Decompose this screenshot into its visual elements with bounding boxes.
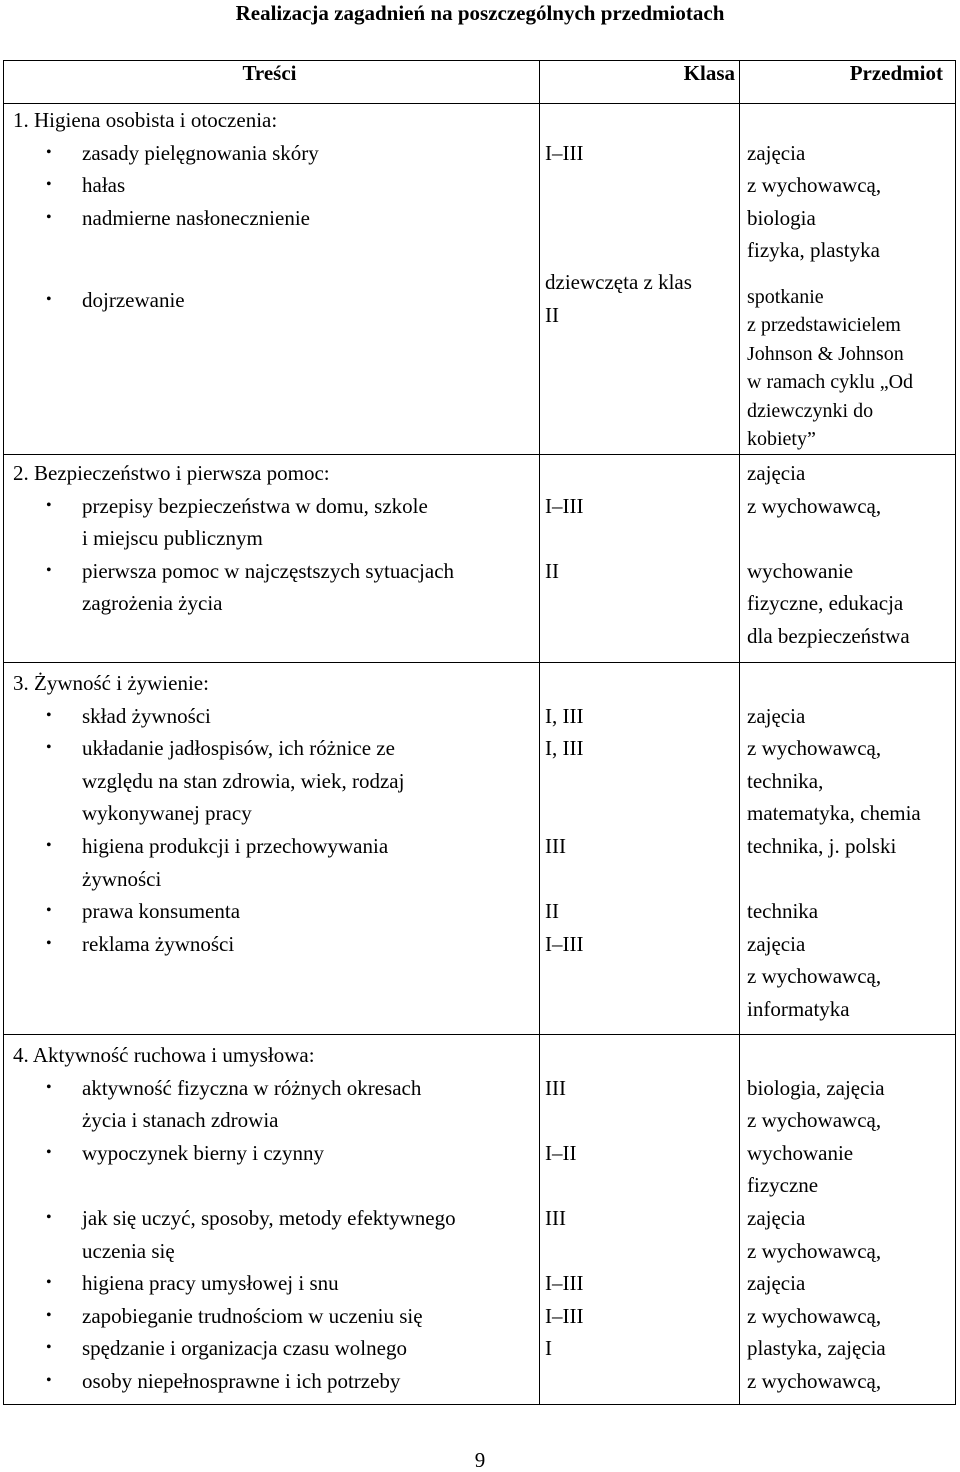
list-item: • aktywność fizyczna w różnych okresach	[4, 1072, 539, 1105]
przedmiot-value: z wychowawcą,	[747, 1108, 882, 1133]
przedmiot-value: zajęcia	[747, 1205, 806, 1230]
klasa-value: I–III	[545, 493, 584, 518]
przedmiot-value: z wychowawcą,	[747, 493, 882, 518]
list-item: • hałas	[4, 169, 539, 202]
klasa-value: dziewczęta z klas	[545, 270, 692, 295]
przedmiot-value: zajęcia	[747, 1271, 806, 1296]
list-item: • układanie jadłospisów, ich różnice ze	[4, 732, 539, 765]
tresci-cell	[4, 454, 540, 662]
przedmiot-value: matematyka, chemia	[747, 801, 921, 826]
list-item: • pierwsza pomoc w najczęstszych sytuacjach	[4, 555, 539, 588]
list-item: • jak się uczyć, sposoby, metody efektywnego	[4, 1202, 539, 1235]
list-item: • nadmierne nasłonecznienie	[4, 202, 539, 235]
przedmiot-value: z wychowawcą,	[747, 736, 882, 761]
list-item: • osoby niepełnosprawne i ich potrzeby	[4, 1365, 539, 1398]
klasa-value: I–III	[545, 1303, 584, 1328]
list-item-continuation: żywności	[82, 866, 162, 891]
tresci-cell	[4, 662, 540, 1034]
header-tresci: Treści	[4, 61, 540, 104]
table-header-row	[4, 61, 956, 104]
przedmiot-value: technika	[747, 899, 819, 924]
przedmiot-value: z wychowawcą,	[747, 1368, 882, 1393]
page-number: 9	[474, 1448, 486, 1472]
przedmiot-value: zajęcia	[747, 703, 806, 728]
przedmiot-value: fizyka, plastyka	[747, 238, 880, 263]
tresci-cell	[4, 1034, 540, 1404]
przedmiot-value: zajęcia	[747, 931, 806, 956]
list-item: • higiena produkcji i przechowywania	[4, 830, 539, 863]
przedmiot-value: z przedstawicielem	[747, 314, 901, 337]
klasa-value: I, III	[545, 736, 584, 761]
header-przedmiot: Przedmiot	[740, 61, 956, 104]
table-row	[4, 1034, 956, 1404]
przedmiot-value: w ramach cyklu „Od	[747, 371, 914, 394]
klasa-value: I–II	[545, 1140, 577, 1165]
section-heading: 2. Bezpieczeństwo i pierwsza pomoc:	[13, 460, 330, 485]
przedmiot-value: Johnson & Johnson	[747, 342, 904, 365]
list-item-continuation: uczenia się	[82, 1238, 175, 1263]
klasa-value: I	[545, 1336, 552, 1361]
table-row	[4, 454, 956, 662]
list-item: • wypoczynek bierny i czynny	[4, 1137, 539, 1170]
list-item: • higiena pracy umysłowej i snu	[4, 1267, 539, 1300]
przedmiot-value: wychowanie	[747, 558, 854, 583]
list-item: • zasady pielęgnowania skóry	[4, 137, 539, 170]
przedmiot-value: plastyka, zajęcia	[747, 1336, 886, 1361]
table-row	[4, 104, 956, 455]
table-row	[4, 662, 956, 1034]
przedmiot-value: z wychowawcą,	[747, 964, 882, 989]
section-heading: 4. Aktywność ruchowa i umysłowa:	[13, 1042, 315, 1067]
klasa-cell	[540, 104, 740, 455]
przedmiot-value: wychowanie	[747, 1140, 854, 1165]
przedmiot-value: kobiety”	[747, 428, 816, 451]
klasa-value: III	[545, 1205, 566, 1230]
section-heading: 1. Higiena osobista i otoczenia:	[13, 108, 278, 132]
przedmiot-value: z wychowawcą,	[747, 1238, 882, 1263]
klasa-value: III	[545, 1075, 566, 1100]
section-heading: 3. Żywność i żywienie:	[13, 670, 209, 695]
przedmiot-cell	[740, 1034, 956, 1404]
list-item: • spędzanie i organizacja czasu wolnego	[4, 1332, 539, 1365]
list-item-continuation: wykonywanej pracy	[82, 801, 252, 826]
klasa-value: I–III	[545, 1271, 584, 1296]
przedmiot-value: fizyczne, edukacja	[747, 591, 904, 616]
klasa-value: II	[545, 558, 559, 583]
klasa-value: II	[545, 302, 559, 327]
list-item-continuation: życia i stanach zdrowia	[82, 1108, 279, 1133]
przedmiot-value: dla bezpieczeństwa	[747, 623, 910, 648]
klasa-cell	[540, 662, 740, 1034]
header-klasa: Klasa	[540, 61, 740, 104]
klasa-cell	[540, 454, 740, 662]
przedmiot-value: fizyczne	[747, 1173, 819, 1198]
klasa-value: I–III	[545, 931, 584, 956]
klasa-value: III	[545, 833, 566, 858]
list-item: • dojrzewanie	[4, 284, 539, 317]
przedmiot-value: zajęcia	[747, 140, 806, 165]
przedmiot-value: technika, j. polski	[747, 833, 897, 858]
klasa-value: II	[545, 899, 559, 924]
list-item: • zapobieganie trudnościom w uczeniu się	[4, 1300, 539, 1333]
list-item: • prawa konsumenta	[4, 895, 539, 928]
przedmiot-value: informatyka	[747, 996, 850, 1021]
przedmiot-value: z wychowawcą,	[747, 173, 882, 198]
przedmiot-value: dziewczynki do	[747, 399, 874, 422]
przedmiot-value: z wychowawcą,	[747, 1303, 882, 1328]
list-item-continuation: zagrożenia życia	[82, 591, 223, 616]
content-table	[3, 60, 956, 1405]
list-item: • skład żywności	[4, 700, 539, 733]
przedmiot-value: technika,	[747, 768, 824, 793]
page-title: Realizacja zagadnień na poszczególnych przedmiotach	[235, 1, 725, 25]
przedmiot-cell	[740, 662, 956, 1034]
przedmiot-value: spotkanie	[747, 285, 824, 308]
list-item-continuation: względu na stan zdrowia, wiek, rodzaj	[82, 768, 405, 793]
list-item: • przepisy bezpieczeństwa w domu, szkole	[4, 490, 539, 523]
przedmiot-cell	[740, 454, 956, 662]
klasa-cell	[540, 1034, 740, 1404]
klasa-value: I, III	[545, 703, 584, 728]
klasa-value: I–III	[545, 140, 584, 165]
przedmiot-value: biologia	[747, 205, 816, 230]
tresci-cell	[4, 104, 540, 455]
list-item: • reklama żywności	[4, 928, 539, 961]
przedmiot-cell	[740, 104, 956, 455]
przedmiot-value: zajęcia	[747, 460, 806, 485]
list-item-continuation: i miejscu publicznym	[82, 526, 263, 551]
przedmiot-value: biologia, zajęcia	[747, 1075, 885, 1100]
